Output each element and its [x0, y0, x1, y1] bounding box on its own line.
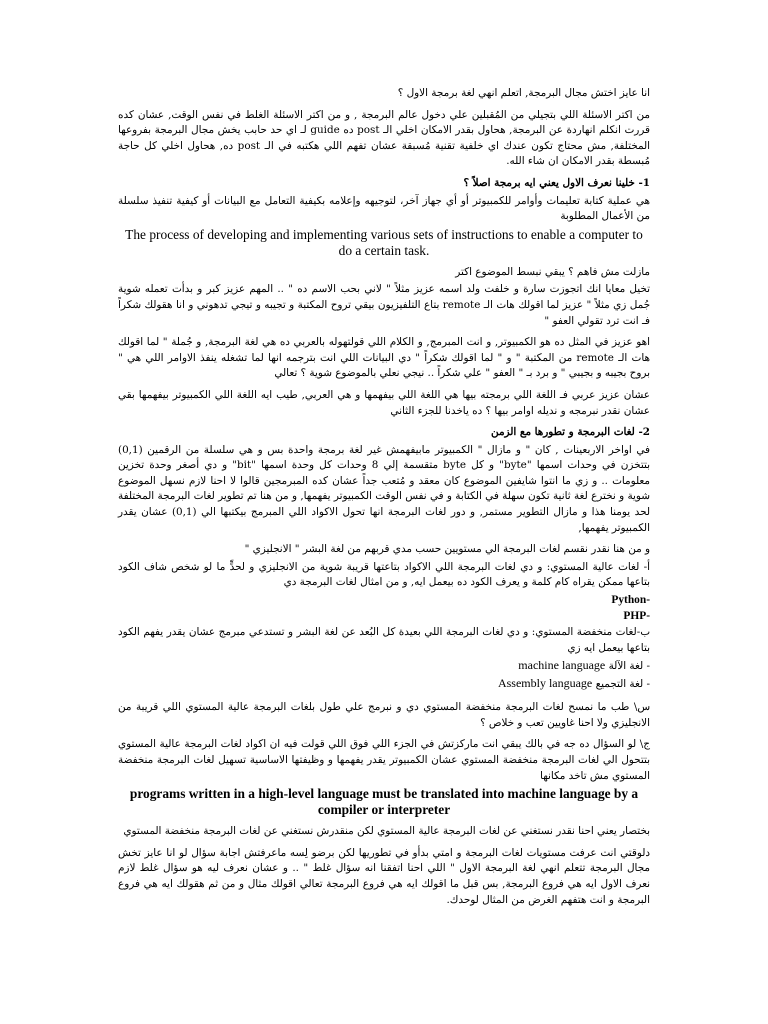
low-level-example-assembly — [118, 676, 650, 692]
section-2-low-level: ب-لغات منخفضة المستوي: و دي لغات البرمجة اللي بعيدة كل البُعد عن لغة البشر و تستدعي مبرمج عشان يقدر يفهم الكود بتاعها بيعمل ايه زي — [118, 626, 650, 654]
intro-question: انا عايز اختش مجال البرمجة, اتعلم انهي لغة برمجة الاول ؟ — [397, 87, 650, 99]
qa-answer: ج\ لو السؤال ده جه في بالك يبقي انت ماركزتش في الجزء اللي فوق اللي قولت فيه ان اكواد لغات البرمجة عالية المستوي بتتحول الي لغات البرمجة منخفضة المستوي عشان الكمبيوتر يقدر يفهمها و وظيفتها الاساسية تسهيل لغات البرمجة منخفضة المستوي مش تاخد مكانها — [118, 738, 650, 782]
high-level-example-php: PHP- — [623, 610, 650, 623]
section-1-simplify-line: مازلت مش فاهم ؟ يبقي نبسط الموضوع اكتر — [455, 265, 650, 278]
low-level-example-machine-en: machine language — [518, 658, 606, 673]
section-2-heading: 2- لغات البرمجة و تطورها مع الزمن — [491, 426, 650, 439]
section-1-bridge: عشان عزيز عربي فـ اللغة اللي برمجته بيها هي اللغة اللي بيفهمها و هي العربي, طيب ايه اللغة اللي الكمبيوتر بيفهمها بقي عشان نقدر نبرمجه و نديله اوامر بيها ؟ ده ياخدنا للجزء الثاني — [118, 388, 650, 417]
low-level-example-machine-ar: - لغة الآلة — [608, 660, 650, 673]
section-2-high-level: أ- لغات عالية المستوي: و دي لغات البرمجة اللي الاكواد بتاعتها قريبة شوية من الانجليزي و لحدٍّ ما لو شخص شاف الكود بتاعها ممكن يقراه كام كلمة و يعرف الكود ده بيعمل ايه, و من امثال لغات البرمجة دي — [118, 560, 650, 589]
section-2-paragraph: في اواخر الاربعينات , كان " و مازال " الكمبيوتر مابيفهمش غير لغة برمجة واحدة بس و هي سلسلة من الرقمين (0,1) بتتخزن في وحدات اسمها "byte" و كل byte متقسمة إلي 8 وحدات كل وحدة اسمها "bit" و دي أصغر وحدة تخزين معلومات .. و زي ما انتوا شايفين الموضوع كان معقد و مُتعب جداً عشان كده المبرمجين قالوا لا احنا لازم نسهل الموضوع شوية و نخترع لغة ثانية تكون سهلة في الكتابة و في نفس الوقت الكمبيوتر يفهمها, و من هنا تم تطوير لغات البرمجة المختلفة لحد يومنا هذا و مازال التطوير مستمر, و دور لغات البرمجة انها تحول الاكواد اللي المبرمج بيكتبها الي (0,1) عشان يقدر الكمبيوتر يفهمها, — [118, 443, 650, 534]
section-2-divide: و من هنا نقدر نقسم لغات البرمجة الي مستويين حسب مدي قربهم من لغة البشر " الانجليزي " — [244, 543, 650, 556]
intro-paragraph: من اكتر الاسئلة اللي بتجيلي من المُقبلين علي دخول عالم البرمجة , و من اكتر الاسئلة الغلط في نفس الوقت, عشان كده قررت انكلم انهاردة عن البرمجة, هحاول بقدر الامكان اخلي الـ post ده guide لـ اي حد حابب يخش مجال البرمجة بفروعها المختلفة, مش محتاج تكون عندك اي خلفية تقنية مُسبقة عشان تفهم اللي هكتبه في الـ post ده, هحاول اخلي كل حاجة مُبسطة بقدر الامكان ان شاء الله. — [118, 108, 651, 168]
qa-summary: بختصار يعني احنا نقدر نستغني عن لغات البرمجة عالية المستوي لكن منقدرش نستغني عن لغات البرمجة منخفضة المستوي — [123, 825, 650, 838]
qa-question: س\ طب ما نمسح لغات البرمجة منخفضة المستوي دي و نبرمج علي طول بلغات البرمجة عالية المستوي اللي قريبة من الانجليزي ولا احنا غاويين تعب و خلاص ؟ — [118, 701, 650, 729]
low-level-example-assembly-en: Assembly language — [497, 676, 593, 691]
low-level-example-machine — [118, 658, 650, 674]
section-1-heading: 1- خلينا نعرف الاول يعني ايه برمجة اصلاً ؟ — [463, 176, 650, 189]
low-level-example-assembly-ar: - لغة التجميع — [595, 678, 650, 691]
section-1-example: اهو عزيز في المثل ده هو الكمبيوتر, و انت المبرمج, و الكلام اللي قولتهوله بالعربي ده هي لغة البرمجة, و جُملة " لما اقولك هات الـ remote من المكتبة " و " لما اقولك شكراً " دي البيانات اللي انت بترجمه انها لما تشغله ينفذ الاوامر اللي هي " بروح بجيبه و بجيبي " و برد بـ " العفو " علي شكراً .. نيجي نعلي بالموضوع شوية ؟ تعالي — [118, 336, 650, 380]
high-level-example-python: Python- — [611, 594, 650, 607]
qa-english-note: programs written in a high-level language must be translated into machine language by a compiler or interpreter — [129, 786, 639, 818]
section-1-english-definition: The process of developing and implementing various sets of instructions to enable a computer to do a certain task. — [125, 226, 643, 258]
section-1-definition: هي عملية كتابة تعليمات وأوامر للكمبيوتر أو أي جهاز آخر، لتوجيهه وإعلامه بكيفية التعامل مع البيانات أو كيفية تنفيذ سلسلة من الأعمال المطلوبة — [118, 194, 650, 223]
closing-paragraph: دلوقتي انت عرفت مستويات لغات البرمجة و امتي بدأو في تطوريها لكن برضو لِسه ماعرفتش اجابة سؤال لو انا عايز تخش مجال البرمجة تتعلم انهي لغة البرمجة الاول " اللي احنا اتفقنا انه سؤال غلط " .. و عشان نعرف ليه هو سؤال غلط لازم نعرف الاول ايه هي فروع البرمجة, بس قبل ما اقولك ايه هي فروع البرمجة تعالي اقولك مثال و من ثم هقولك ايه هي فروع البرمجة و انت هتفهم الغرض من المثال لوحدك. — [118, 846, 650, 906]
section-1-story: تخيل معايا انك اتجوزت سارة و خلفت ولد اسمه عزيز مثلاً " لاني بحب الاسم ده " .. المهم عزيز كبر و بدأت تعمله شوية جُمل زي مثلاً " عزيز لما اقولك هات الـ remote بتاع التلفيزيون بيقي تروح المكتبة و تجيبه و تيجي تدهوني و انا هقولك شكراً فـ انت ترد تقولي العفو " — [118, 283, 651, 327]
